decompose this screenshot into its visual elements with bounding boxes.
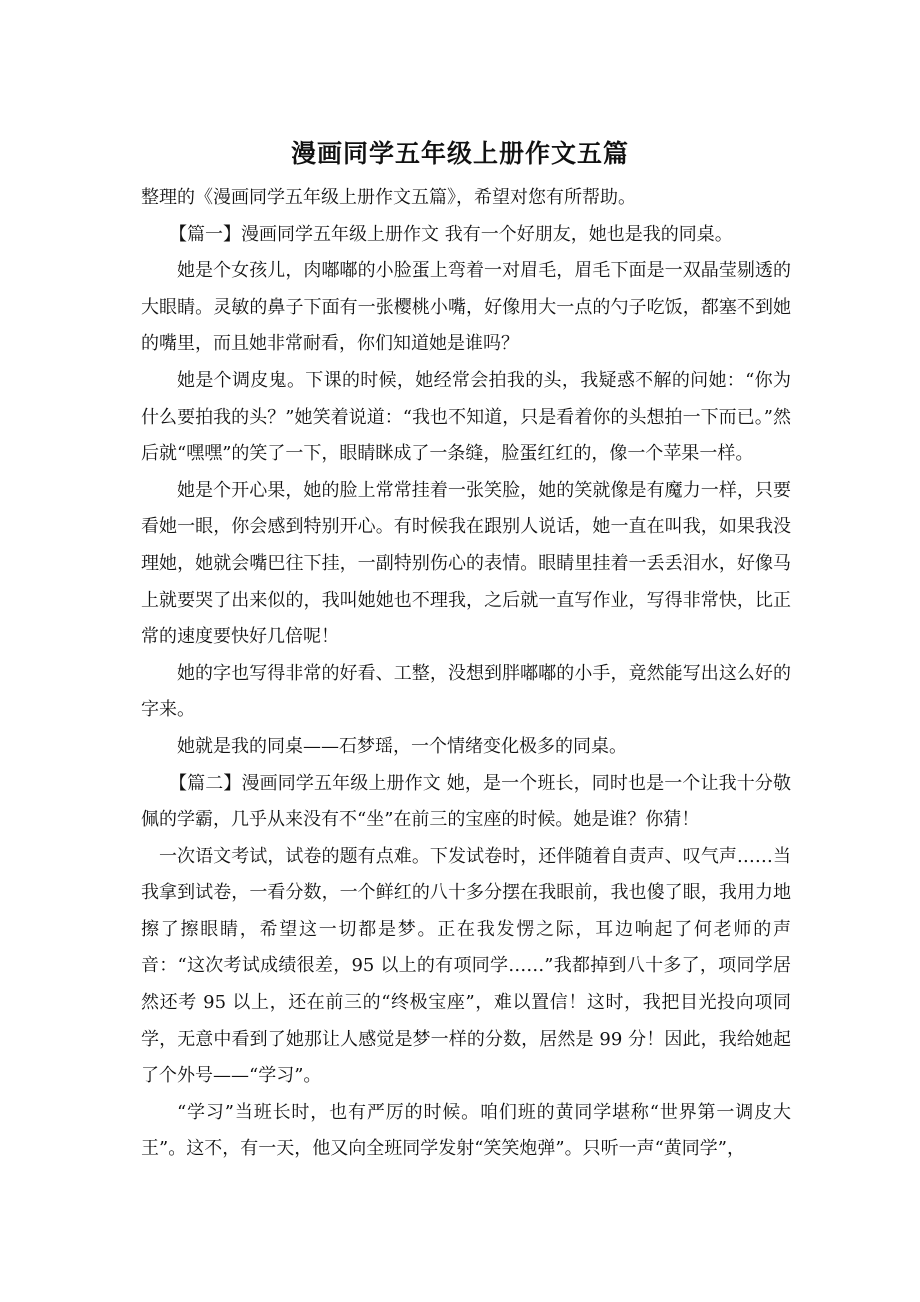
intro-paragraph: 整理的《漫画同学五年级上册作文五篇》，希望对您有所帮助。	[141, 187, 636, 208]
body-paragraph: 她是个调皮鬼。下课的时候，她经常会拍我的头，我疑惑不解的问她：“你为什么要拍我的头？”她笑着说道：“我也不知道，只是看着你的头想拍一下而已。”然后就“嘿嘿”的笑了一下，眼睛眯成了一条缝，脸蛋红红的，像一个苹果一样。	[141, 369, 791, 465]
body-paragraph: 她就是我的同桌——石梦瑶，一个情绪变化极多的同桌。	[177, 735, 627, 757]
section-one-heading: 【篇一】漫画同学五年级上册作文 我有一个好朋友，她也是我的同桌。	[169, 223, 733, 245]
body-paragraph: 她的字也写得非常的好看、工整，没想到胖嘟嘟的小手，竟然能写出这么好的字来。	[141, 662, 791, 721]
body-paragraph: 她是个女孩儿，肉嘟嘟的小脸蛋上弯着一对眉毛，眉毛下面是一双晶莹剔透的大眼睛。灵敏的鼻子下面有一张樱桃小嘴，好像用大一点的勺子吃饭，都塞不到她的嘴里，而且她非常耐看，你们知道她是谁吗？	[141, 260, 791, 355]
body-paragraph: 她是个开心果，她的脸上常常挂着一张笑脸，她的笑就像是有魔力一样，只要看她一眼，你会感到特别开心。有时候我在跟别人说话，她一直在叫我，如果我没理她，她就会嘴巴往下挂，一副特别伤心的表情。眼睛里挂着一丢丢泪水，好像马上就要哭了出来似的，我叫她她也不理我，之后就一直写作业，写得非常快，比正常的速度要快好几倍呢！	[141, 479, 791, 648]
section-two-heading: 【篇二】漫画同学五年级上册作文 她，是一个班长，同时也是一个让我十分敬佩的学霸，几乎从来没有不“坐”在前三的宝座的时候。她是谁？你猜！	[141, 772, 791, 831]
body-paragraph: 一次语文考试，试卷的题有点难。下发试卷时，还伴随着自责声、叹气声……当我拿到试卷，一看分数，一个鲜红的八十多分摆在我眼前，我也傻了眼，我用力地擦了擦眼睛，希望这一切都是梦。正在我发愣之际，耳边响起了何老师的声音：“这次考试成绩很差，95 以上的有项同学……”我都掉到八十多了，项同学居然还考 95 以上，还在前三的“终极宝座”，难以置信！这时，我把目光投向项同学，无意中看到了她那让人感觉是梦一样的分数，居然是 99 分！因此，我给她起了个外号——“学习”。	[141, 845, 791, 1087]
document-title: 漫画同学五年级上册作文五篇	[290, 139, 629, 168]
body-paragraph: “学习”当班长时，也有严厉的时候。咱们班的黄同学堪称“世界第一调皮大王”。这不，有一天，他又向全班同学发射“笑笑炮弹”。只听一声“黄同学”，	[141, 1101, 791, 1160]
document-body	[141, 180, 791, 1168]
